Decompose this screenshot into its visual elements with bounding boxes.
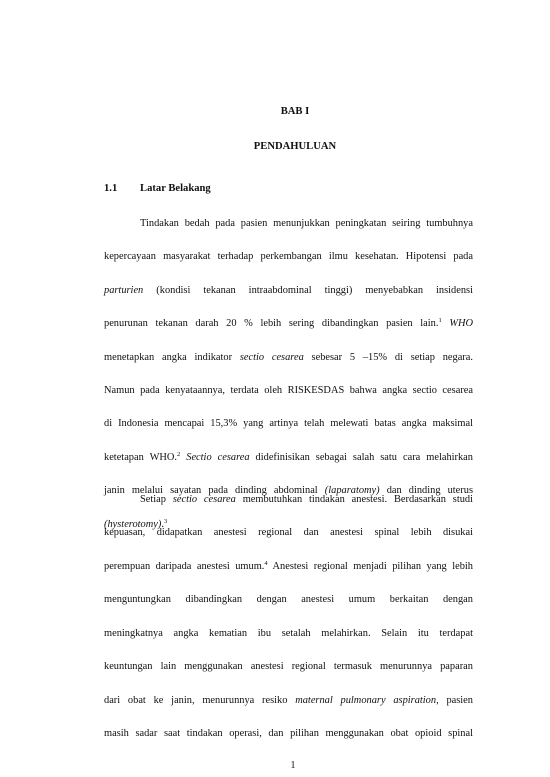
paragraph-1-line-3: parturien (kondisi tekanan intraabdominal tinggi) menyebabkan insidensi: [104, 285, 473, 296]
paragraph-1-line-8: ketetapan WHO.$^2$ Sectio cesarea didefinisikan sebagai salah satu cara melahirkan: [104, 451, 473, 463]
section-number: 1.1: [104, 183, 118, 194]
footnote-ref: 3: [163, 518, 168, 525]
paragraph-1-line-10: (hysterotomy).$^3$: [104, 518, 168, 530]
paragraph-2-line-2: kepuasan, didapatkan anestesi regional dan anestesi spinal lebih disukai: [104, 527, 473, 538]
paragraph-1-line-4: penurunan tekanan darah 20 % lebih sering dibandingkan pasien lain.$^1$ WHO: [104, 317, 473, 329]
page-number: 1: [290, 760, 296, 771]
chapter-heading: BAB I: [280, 106, 310, 117]
footnote-ref: 2: [177, 451, 181, 458]
paragraph-2-line-1: Setiap sectio cesarea membutuhkan tindakan anestesi. Berdasarkan studi: [140, 494, 473, 505]
paragraph-2-line-8: masih sadar saat tindakan operasi, dan pilihan menggunakan obat opioid spinal: [104, 728, 473, 739]
paragraph-2-line-4: menguntungkan dibandingkan dengan anestesi umum berkaitan dengan: [104, 594, 473, 605]
paragraph-2-line-7: dari obat ke janin, menurunnya resiko maternal pulmonary aspiration, pasien: [104, 695, 473, 706]
paragraph-2-line-3: perempuan daripada anestesi umum.$^4$ Anestesi regional menjadi pilihan yang lebih: [104, 560, 473, 572]
chapter-title: PENDAHULUAN: [253, 141, 337, 152]
section-title: Latar Belakang: [140, 183, 211, 194]
section-heading: [104, 183, 211, 194]
paragraph-2-line-6: keuntungan lain menggunakan anestesi regional termasuk menurunnya paparan: [104, 661, 473, 672]
paragraph-1-line-5: menetapkan angka indikator sectio cesarea sebesar 5 –15% di setiap negara.: [104, 352, 473, 363]
paragraph-1-line-9: janin melalui sayatan pada dinding abdominal (laparatomy) dan dinding uterus: [104, 485, 473, 496]
paragraph-1-line-7: di Indonesia mencapai 15,3% yang artinya telah melewati batas angka maksimal: [104, 418, 473, 429]
paragraph-1-line-6: Namun pada kenyataannya, terdata oleh RISKESDAS bahwa angka sectio cesarea: [104, 385, 473, 396]
paragraph-2-line-5: meningkatnya angka kematian ibu setalah melahirkan. Selain itu terdapat: [104, 628, 473, 639]
footnote-ref: 4: [264, 560, 268, 567]
footnote-ref: 1: [438, 317, 442, 324]
paragraph-1-line-1: Tindakan bedah pada pasien menunjukkan peningkatan seiring tumbuhnya: [140, 218, 473, 229]
term-parturien: parturien: [104, 285, 144, 296]
paragraph-1-line-2: kepercayaan masyarakat terhadap perkembangan ilmu kesehatan. Hipotensi pada: [104, 251, 473, 262]
